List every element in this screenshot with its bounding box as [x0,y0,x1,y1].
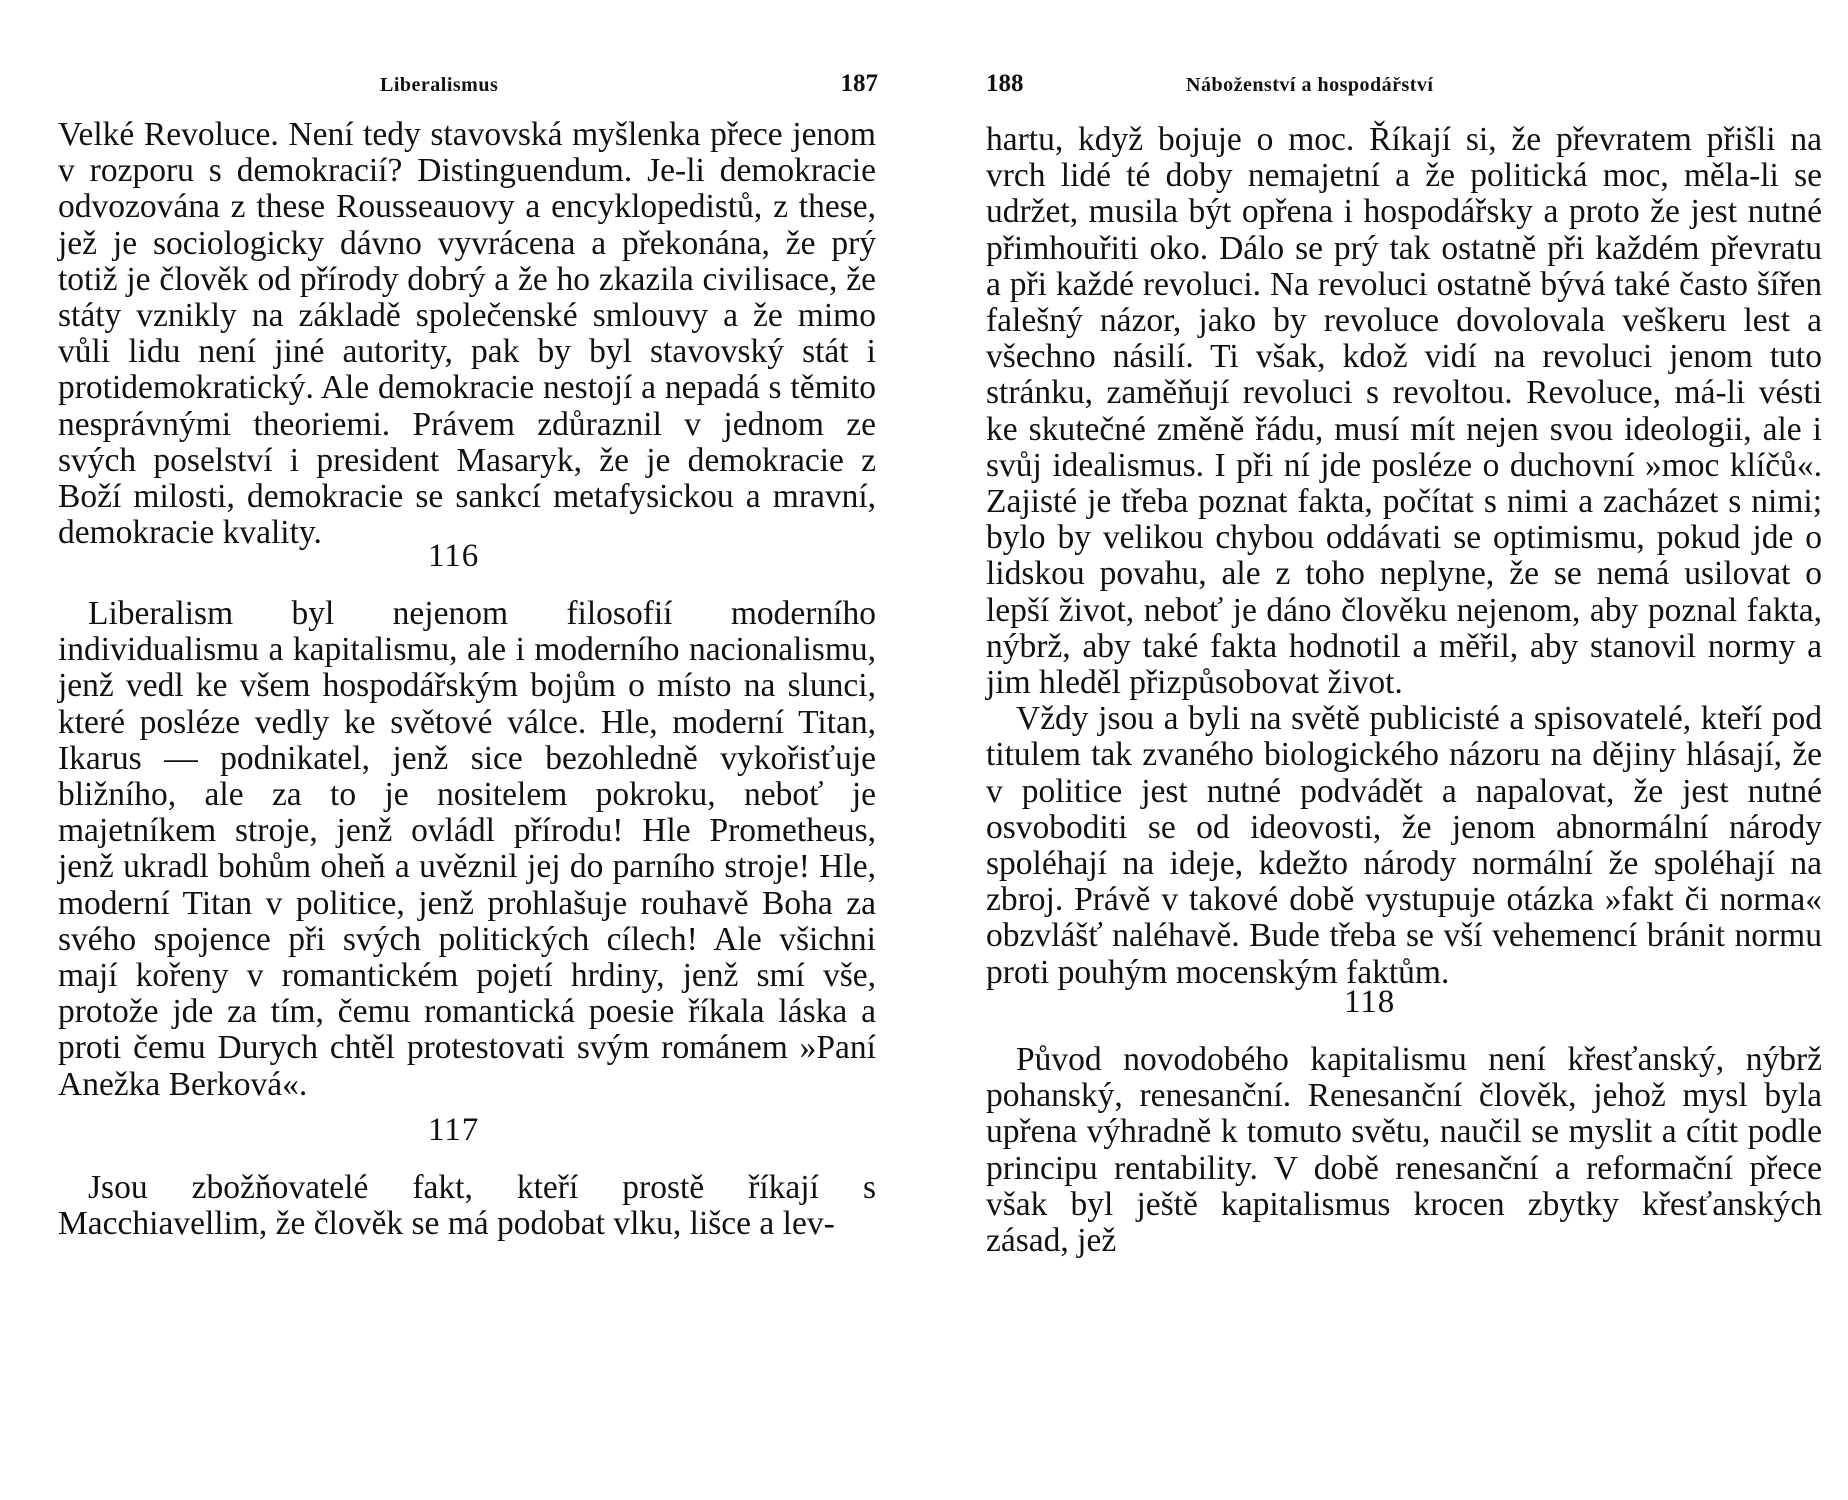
right-running-title: Náboženství a hospodářství [1186,74,1434,96]
section-117-paragraph: Jsou zbožňovatelé fakt, kteří prostě říkají s Macchiavellim, že člověk se má podobat vlku, lišce a lev- [58,1169,876,1243]
left-running-head [58,70,878,104]
left-continued-paragraph: Velké Revoluce. Není tedy stavovská myšlenka přece jenom v rozporu s demokracií? Distinguendum. Je-li demokracie odvozována z these Rousseauovy a encyklopedistů, z these, jež je sociologicky dávno vyvrácena a překonána, že prý totiž je člověk od přírody dobrý a že ho zkazila civilisace, že státy vznikly na základě společenské smlouvy a že mimo vůli lidu není jiné autority, pak by byl stavovský stát i protidemokratický. Ale demokracie nestojí a nepadá s těmito nesprávnými theoriemi. Právem zdůraznil v jednom ze svých poselství i president Masaryk, že je demokracie z Boží milosti, demokracie se sankcí metafysickou a mravní, demokracie kvality. [58,116,876,552]
right-running-head [986,70,1806,104]
section-117-text-block [58,1170,876,1242]
left-running-title: Liberalismus [380,74,499,96]
section-number-118: 118 [1344,984,1396,1020]
left-continued-text-block [58,117,876,551]
section-116-paragraph: Liberalism byl nejenom filosofií moderního individualismu a kapitalismu, ale i moderního nacionalismu, jenž vedl ke všem hospodářským bojům o místo na slunci, které posléze vedly ke světové válce. Hle, moderní Titan, Ikarus — podnikatel, jenž sice bezohledně vykořisťuje bližního, ale za to je nositelem pokroku, neboť je majetníkem stroje, jenž ovládl přírodu! Hle Prometheus, jenž ukradl bohům oheň a uvěznil jej do parního stroje! Hle, moderní Titan v politice, jenž prohlašuje rouhavě Boha za svého spojence při svých politických cílech! Ale všichni mají kořeny v romantickém pojetí hrdiny, jenž smí vše, protože jde za tím, čemu romantická poesie říkala láska a proti čemu Durych chtěl protestovati svým románem »Paní Anežka Berková«. [58,595,876,1103]
section-116-text-block [58,596,876,1103]
left-page-number: 187 [840,70,878,97]
right-page-number: 188 [986,70,1024,97]
right-page [924,0,1848,1500]
right-continued-text-block [986,122,1822,991]
section-118-paragraph: Původ novodobého kapitalismu není křesťanský, nýbrž pohanský, renesanční. Renesanční člověk, jehož mysl byla upřena výhradně k tomuto světu, naučil se myslit a cítit podle principu rentability. V době renesanční a reformační přece však byl ještě kapitalismus krocen zbytky křesťanských zásad, jež [986,1041,1822,1260]
section-118-text-block [986,1042,1822,1259]
right-paragraph-2: Vždy jsou a byli na světě publicisté a spisovatelé, kteří pod titulem tak zvaného biologického názoru na dějiny hlásají, že v politice jest nutné podvádět a napalovat, že jest nutné osvoboditi se od ideovosti, že jenom abnormální národy spoléhají na ideje, kdežto národy normální že spoléhají na zbroj. Právě v takové době vystupuje otázka »fakt či norma« obzvlášť naléhavě. Bude třeba se vší vehemencí bránit normu proti pouhým mocenským faktům. [986,700,1822,991]
right-continued-paragraph: hartu, když bojuje o moc. Říkají si, že převratem přišli na vrch lidé té doby nemajetní a že politická moc, měla-li se udržet, musila být opřena i hospodářsky a proto že jest nutné přimhouřiti oko. Dálo se prý tak ostatně při každém převratu a při každé revoluci. Na revoluci ostatně bývá také často šířen falešný názor, jako by revoluce dovolovala veškeru lest a všechno násilí. Ti však, kdož vidí na revoluci jenom tuto stránku, zaměňují revoluci s revoltou. Revoluce, má-li vésti ke skutečné změně řádu, musí mít nejen svou ideologii, ale i svůj idealismus. I při ní jde posléze o duchovní »moc klíčů«. Zajisté je třeba poznat fakta, počítat s nimi a zacházet s nimi; bylo by velikou chybou oddávati se optimismu, pokud jde o lidskou povahu, ale z toho neplyne, že se nemá usilovat o lepší život, neboť je dáno člověku nejenom, aby poznal fakta, nýbrž, aby také fakta hodnotil a měřil, aby stanovil normy a jim hleděl přizpůsobovat život. [986,121,1822,702]
section-number-117: 117 [428,1112,480,1148]
section-number-116: 116 [428,538,480,574]
